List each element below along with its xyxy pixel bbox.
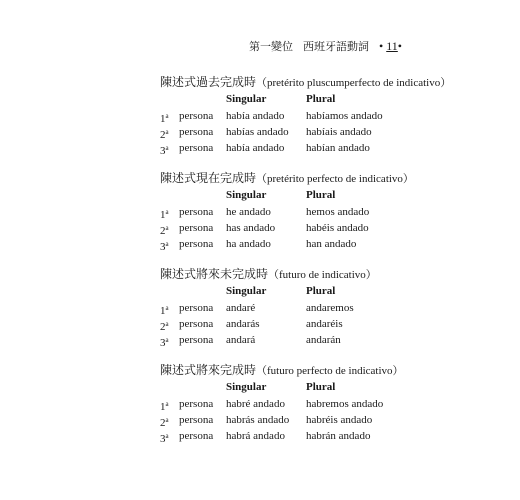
- singular-form: he andado: [226, 206, 271, 218]
- plural-form: habéis andado: [306, 222, 369, 234]
- plural-form: han andado: [306, 238, 357, 250]
- tense-title: [160, 265, 460, 283]
- page-number-group: [379, 39, 402, 54]
- person-number: 1$^a$: [160, 112, 169, 125]
- plural-header: Plural: [306, 93, 336, 105]
- conjugation-row: [160, 300, 460, 316]
- singular-form: ha andado: [226, 238, 271, 250]
- conjugation-row: [160, 332, 460, 348]
- book-title: 西班牙語動詞: [303, 41, 370, 53]
- singular-form: habrás andado: [226, 414, 290, 426]
- singular-form: andaré: [226, 302, 256, 314]
- conjugation-row: [160, 140, 460, 156]
- page-bullet-left: •: [379, 39, 384, 53]
- column-header-row: [160, 91, 460, 108]
- tense-title: [160, 169, 460, 187]
- tense-section: [160, 169, 460, 265]
- plural-form: andaréis: [306, 318, 343, 330]
- person-label: persona: [179, 414, 214, 426]
- plural-header: Plural: [306, 189, 336, 201]
- column-header-row: [160, 283, 460, 300]
- person-label: persona: [179, 430, 214, 442]
- person-label: persona: [179, 398, 214, 410]
- singular-form: andarás: [226, 318, 260, 330]
- tense-title-es: （futuro de indicativo）: [268, 269, 377, 281]
- singular-header: Singular: [226, 381, 267, 393]
- person-label: persona: [179, 238, 214, 250]
- tense-section: [160, 265, 460, 361]
- conjugation-row: [160, 236, 460, 252]
- tense-title-es: （pretérito perfecto de indicativo）: [256, 173, 414, 185]
- conjugation-row: [160, 428, 460, 444]
- tense-section: [160, 361, 460, 457]
- person-label: persona: [179, 142, 214, 154]
- tense-title: [160, 73, 460, 91]
- tense-section: [160, 73, 460, 169]
- singular-form: has andado: [226, 222, 276, 234]
- person-number: 3$^a$: [160, 432, 169, 445]
- tense-title-zh: 陳述式過去完成時: [160, 75, 257, 89]
- person-number: 3$^a$: [160, 144, 169, 157]
- column-header-row: [160, 187, 460, 204]
- plural-form: andarán: [306, 334, 341, 346]
- singular-form: habré andado: [226, 398, 285, 410]
- plural-form: habían andado: [306, 142, 370, 154]
- plural-form: habremos andado: [306, 398, 384, 410]
- person-number: 3$^a$: [160, 240, 169, 253]
- person-label: persona: [179, 222, 214, 234]
- person-label: persona: [179, 126, 214, 138]
- plural-header: Plural: [306, 381, 336, 393]
- singular-form: habrá andado: [226, 430, 285, 442]
- person-number: 2$^a$: [160, 320, 169, 333]
- plural-form: habíamos andado: [306, 110, 383, 122]
- plural-form: habrán andado: [306, 430, 371, 442]
- conjugation-row: [160, 204, 460, 220]
- singular-form: andará: [226, 334, 256, 346]
- conjugation-content: [160, 73, 460, 457]
- conjugation-row: [160, 316, 460, 332]
- conjugation-row: [160, 412, 460, 428]
- singular-form: habías andado: [226, 126, 289, 138]
- person-number: 2$^a$: [160, 416, 169, 429]
- plural-form: habíais andado: [306, 126, 372, 138]
- singular-form: había andado: [226, 110, 285, 122]
- tense-title-es: （futuro perfecto de indicativo）: [256, 365, 404, 377]
- person-number: 1$^a$: [160, 400, 169, 413]
- person-number: 1$^a$: [160, 208, 169, 221]
- running-header: [249, 38, 402, 54]
- conjugation-row: [160, 108, 460, 124]
- person-label: persona: [179, 334, 214, 346]
- person-label: persona: [179, 206, 214, 218]
- tense-title-es: （pretérito pluscumperfecto de indicativo）: [256, 77, 452, 89]
- person-number: 1$^a$: [160, 304, 169, 317]
- person-label: persona: [179, 110, 214, 122]
- person-number: 2$^a$: [160, 128, 169, 141]
- singular-form: había andado: [226, 142, 285, 154]
- chapter-title: 第一變位: [249, 41, 294, 53]
- plural-form: habréis andado: [306, 414, 373, 426]
- tense-title-zh: 陳述式將來未完成時: [160, 267, 269, 281]
- plural-form: andaremos: [306, 302, 354, 314]
- column-header-row: [160, 379, 460, 396]
- tense-title-zh: 陳述式現在完成時: [160, 171, 257, 185]
- conjugation-row: [160, 124, 460, 140]
- person-label: persona: [179, 318, 214, 330]
- singular-header: Singular: [226, 189, 267, 201]
- plural-form: hemos andado: [306, 206, 370, 218]
- conjugation-row: [160, 220, 460, 236]
- singular-header: Singular: [226, 93, 267, 105]
- person-label: persona: [179, 302, 214, 314]
- conjugation-row: [160, 396, 460, 412]
- person-number: 3$^a$: [160, 336, 169, 349]
- tense-title-zh: 陳述式將來完成時: [160, 363, 257, 377]
- singular-header: Singular: [226, 285, 267, 297]
- page-number: 11: [386, 39, 398, 53]
- plural-header: Plural: [306, 285, 336, 297]
- person-number: 2$^a$: [160, 224, 169, 237]
- page-bullet-right: •: [397, 39, 402, 53]
- tense-title: [160, 361, 460, 379]
